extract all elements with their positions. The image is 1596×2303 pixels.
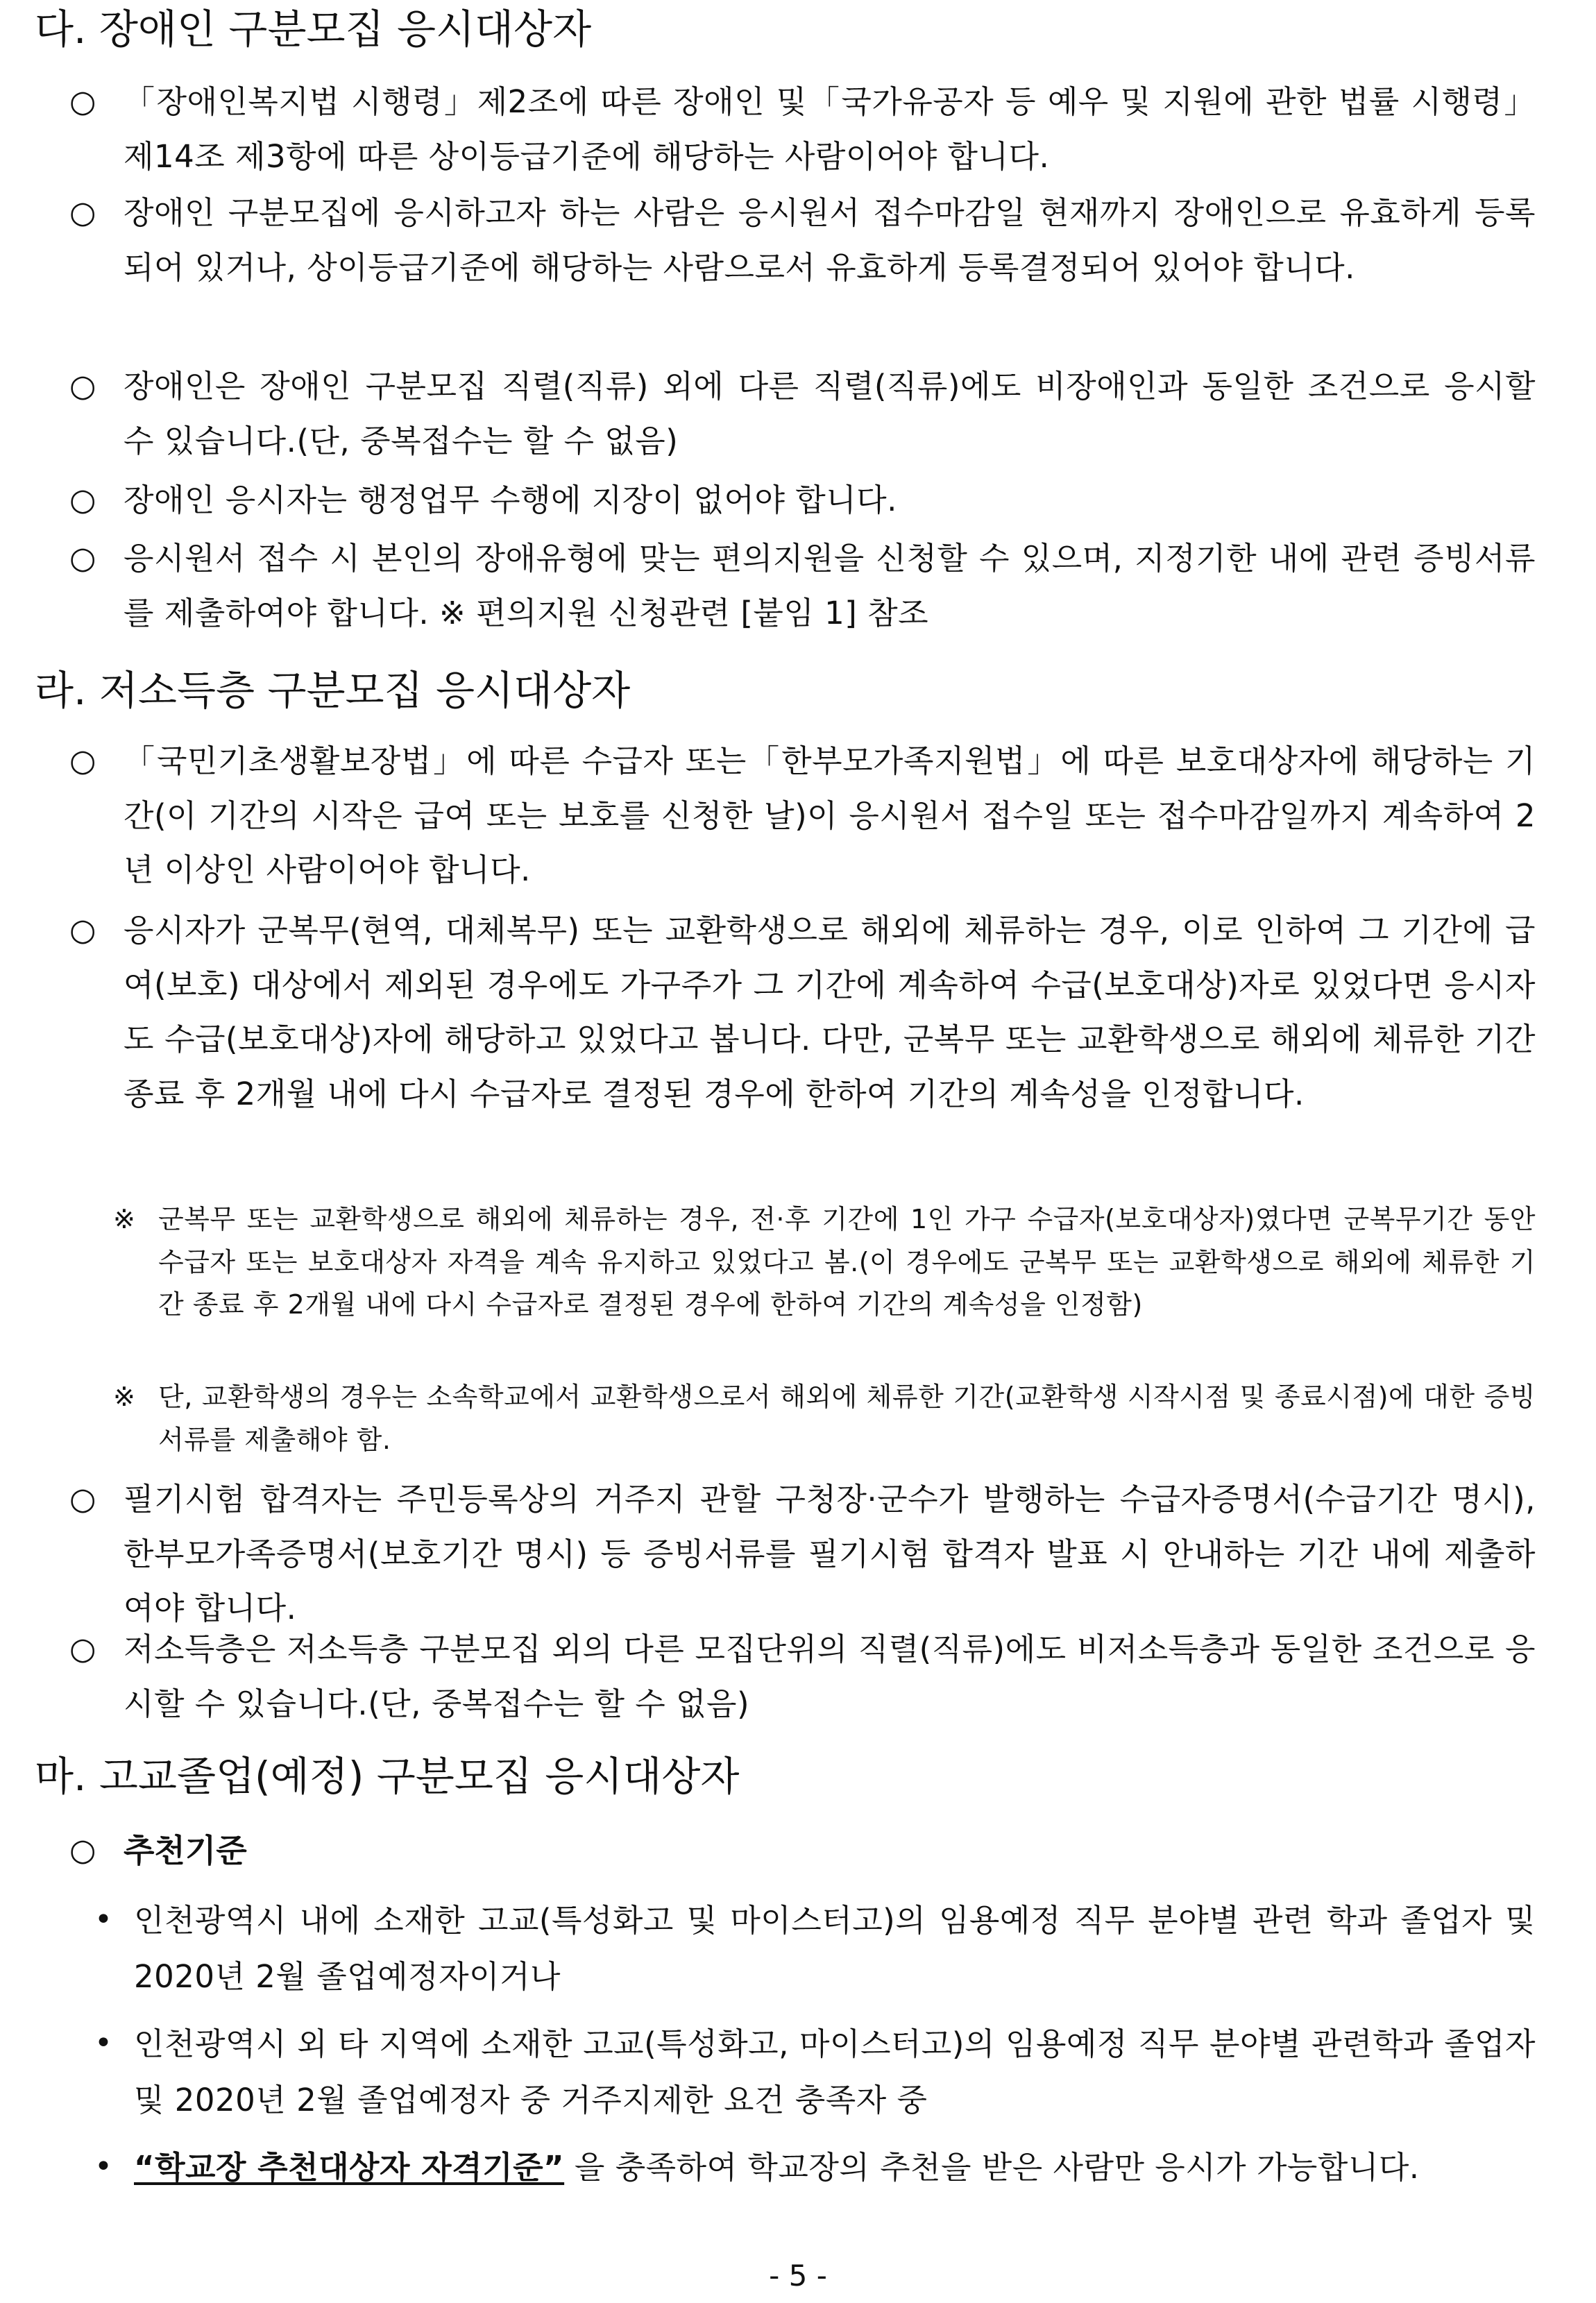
paragraph <box>134 2139 1536 2195</box>
bullet-circle: ○ <box>69 195 96 230</box>
bullet-circle: ○ <box>69 541 96 576</box>
note-text: 단, 교환학생의 경우는 소속학교에서 교환학생으로서 해외에 체류한 기간(교환학생 시작시점 및 종료시점)에 대한 증빙서류를 제출해야 함. <box>158 1382 1536 1455</box>
section-title-disabled: 다. 장애인 구분모집 응시대상자 <box>35 6 592 53</box>
paragraph: 저소득층은 저소득층 구분모집 외의 다른 모집단위의 직렬(직류)에도 비저소득층과 동일한 조건으로 응시할 수 있습니다.(단, 중복접수는 할 수 없음) <box>124 1631 1536 1722</box>
bullet-circle: ○ <box>69 743 96 779</box>
bullet-circle: ○ <box>69 482 96 518</box>
paragraph: 장애인 응시자는 행정업무 수행에 지장이 없어야 합니다. <box>124 482 897 518</box>
bullet-circle: ○ <box>69 1481 96 1517</box>
note-mark: ※ <box>113 1382 135 1412</box>
note-text: 군복무 또는 교환학생으로 해외에 체류하는 경우, 전·후 기간에 1인 가구 수급자(보호대상자)였다면 군복무기간 동안 수급자 또는 보호대상자 자격을 계속 유지하고 있었다고 봄.(이 경우에도 군복무 또는 교환학생으로 해외에 체류한 기간 종료 후 2개월 내에 다시 수급자로 결정된 경우에 한하여 기간의 계속성을 인정함) <box>158 1204 1536 1320</box>
paragraph-rest: 을 충족하여 학교장의 추천을 받은 사람만 응시가 가능합니다. <box>564 2149 1420 2186</box>
section-title-low-income: 라. 저소득층 구분모집 응시대상자 <box>35 667 631 714</box>
bullet-circle: ○ <box>69 1631 96 1667</box>
paragraph: 「장애인복지법 시행령」제2조에 따른 장애인 및「국가유공자 등 예우 및 지원에 관한 법률 시행령」제14조 제3항에 따른 상이등급기준에 해당하는 사람이어야 합니다. <box>124 83 1536 175</box>
bullet-circle: ○ <box>69 368 96 404</box>
bullet-circle: ○ <box>69 912 96 948</box>
bullet-dot: • <box>94 1902 112 1937</box>
paragraph: 인천광역시 내에 소재한 고교(특성화고 및 마이스터고)의 임용예정 직무 분야별 관련 학과 졸업자 및 2020년 2월 졸업예정자이거나 <box>134 1902 1536 1995</box>
paragraph: 응시원서 접수 시 본인의 장애유형에 맞는 편의지원을 신청할 수 있으며, 지정기한 내에 관련 증빙서류를 제출하여야 합니다. ※ 편의지원 신청관련 [붙임 1] 참조 <box>124 540 1536 631</box>
page-number: - 5 - <box>769 2259 827 2293</box>
bullet-dot: • <box>94 2025 112 2061</box>
paragraph: 인천광역시 외 타 지역에 소재한 고교(특성화고, 마이스터고)의 임용예정 직무 분야별 관련학과 졸업자 및 2020년 2월 졸업예정자 중 거주지제한 요건 충족자 중 <box>134 2025 1536 2118</box>
sub-heading-recommendation-criteria: 추천기준 <box>124 1832 247 1869</box>
emphasis-qualification-criteria: “학교장 추천대상자 자격기준” <box>134 2149 565 2186</box>
paragraph: 「국민기초생활보장법」에 따른 수급자 또는「한부모가족지원법」에 따른 보호대상자에 해당하는 기간(이 기간의 시작은 급여 또는 보호를 신청한 날)이 응시원서 접수일 또는 접수마감일까지 계속하여 2년 이상인 사람이어야 합니다. <box>124 742 1536 888</box>
bullet-circle: ○ <box>69 1833 96 1868</box>
note-mark: ※ <box>113 1204 135 1234</box>
paragraph: 장애인 구분모집에 응시하고자 하는 사람은 응시원서 접수마감일 현재까지 장애인으로 유효하게 등록되어 있거나, 상이등급기준에 해당하는 사람으로서 유효하게 등록결정되어 있어야 합니다. <box>124 194 1536 286</box>
bullet-dot: • <box>94 2149 112 2184</box>
section-title-high-school: 마. 고교졸업(예정) 구분모집 응시대상자 <box>35 1753 740 1800</box>
paragraph: 필기시험 합격자는 주민등록상의 거주지 관할 구청장·군수가 발행하는 수급자증명서(수급기간 명시), 한부모가족증명서(보호기간 명시) 등 증빙서류를 필기시험 합격자 발표 시 안내하는 기간 내에 제출하여야 합니다. <box>124 1481 1536 1626</box>
paragraph: 장애인은 장애인 구분모집 직렬(직류) 외에 다른 직렬(직류)에도 비장애인과 동일한 조건으로 응시할 수 있습니다.(단, 중복접수는 할 수 없음) <box>124 368 1536 459</box>
bullet-circle: ○ <box>69 84 96 119</box>
paragraph: 응시자가 군복무(현역, 대체복무) 또는 교환학생으로 해외에 체류하는 경우, 이로 인하여 그 기간에 급여(보호) 대상에서 제외된 경우에도 가구주가 그 기간에 계속하여 수급(보호대상)자로 있었다면 응시자도 수급(보호대상)자에 해당하고 있었다고 봅니다. 다만, 군복무 또는 교환학생으로 해외에 체류한 기간 종료 후 2개월 내에 다시 수급자로 결정된 경우에 한하여 기간의 계속성을 인정합니다. <box>124 912 1536 1112</box>
